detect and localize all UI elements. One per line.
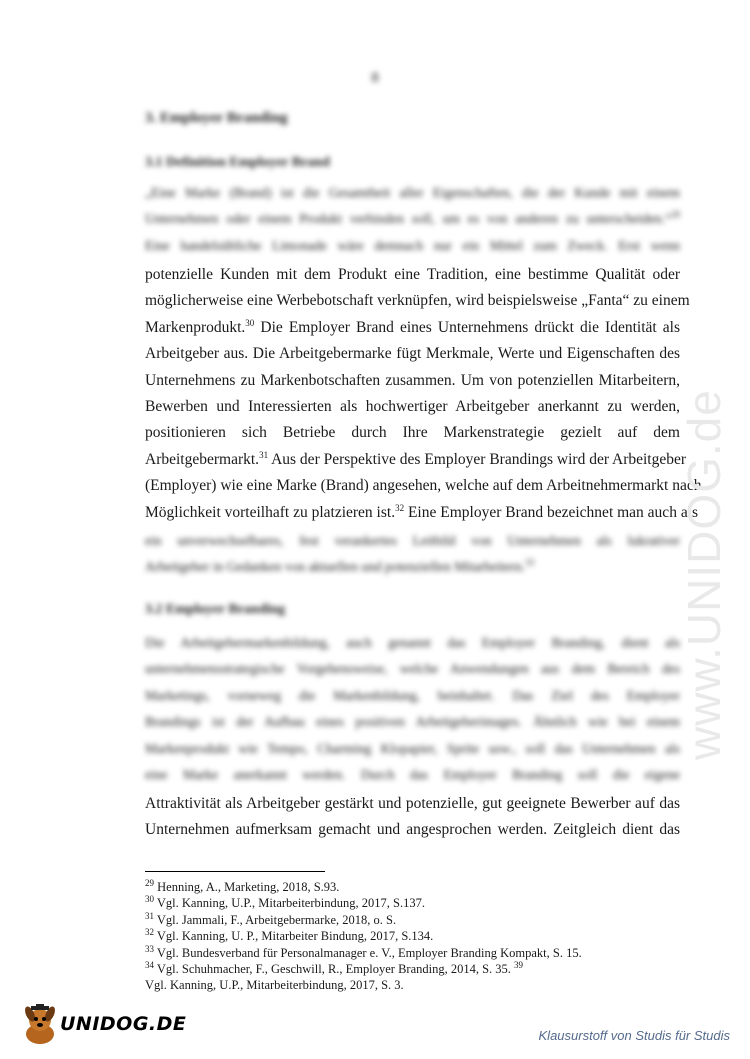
- footnote-separator: [145, 871, 325, 872]
- body-line: Bewerben und Interessierten als hochwertiger Arbeitgeber anerkannt zu werden,: [145, 397, 680, 415]
- body-line: Attraktivität als Arbeitgeber gestärkt und potenzielle, gut geeignete Bewerber auf das: [145, 795, 680, 812]
- blurred-line: Unternehmen oder einem Produkt verbinden soll, um es von anderen zu unterscheiden.“$^{29}$: [145, 209, 680, 227]
- body-line: (Employer) wie eine Marke (Brand) angesehen, welche auf dem Arbeitnehmermarkt nach: [145, 477, 702, 495]
- blurred-line: eine Marke anerkannt werden. Durch das Employer Branding soll die eigene: [145, 766, 680, 782]
- section-heading-3-2: 3.2 Employer Branding: [145, 602, 286, 617]
- body-paragraph-2: [145, 791, 680, 844]
- body-line: Unternehmens zu Markenbotschaften zusammen. Um von potenziellen Mitarbeitern,: [145, 371, 680, 389]
- section-heading-3-1: 3.1 Definition Employer Brand: [145, 155, 330, 170]
- page-number: 8: [371, 70, 379, 86]
- watermark: [660, 250, 750, 770]
- blurred-line: „Eine Marke (Brand) ist die Gesamtheit aller Eigenschaften, die der Kunde mit einem: [145, 185, 680, 200]
- blurred-line: Marketings, vorneweg die Markenbildung, beinhaltet. Das Ziel des Employer: [145, 687, 680, 703]
- footnote-ref: 31: [259, 449, 269, 460]
- body-paragraph: [145, 262, 702, 526]
- body-line: positionieren sich Betriebe durch Ihre Markenstrategie gezielt auf dem: [145, 424, 680, 442]
- blurred-line: Markenprodukt wie Tempo, Charming Klopapier, Sprite usw., soll das Unternehmen als: [145, 740, 680, 756]
- chapter-heading: 3. Employer Branding: [145, 110, 288, 126]
- blurred-paragraph-top: [145, 180, 680, 259]
- body-line: Arbeitgeber aus. Die Arbeitgebermarke fügt Merkmale, Werte und Eigenschaften des: [145, 345, 680, 363]
- body-line: Unternehmen aufmerksam gemacht und angesprochen werden. Zeitgleich dient das: [145, 821, 680, 839]
- blurred-line: Die Arbeitgebermarkenbildung, auch genannt das Employer Branding, dient als: [145, 635, 680, 650]
- footnote: $^{31}$ Vgl. Jammali, F., Arbeitgebermarke, 2018, o. S.: [145, 910, 397, 927]
- blurred-paragraph-bottom: [145, 630, 680, 788]
- body-line: potenzielle Kunden mit dem Produkt eine Tradition, eine bestimme Qualität oder: [145, 266, 680, 283]
- footnote: $^{30}$ Vgl. Kanning, U.P., Mitarbeiterbindung, 2017, S.137.: [145, 894, 425, 911]
- footnote-ref: 32: [395, 502, 405, 513]
- blurred-line: Eine handelsübliche Limonade wäre demnach nur ein Mittel zum Zweck. Erst wenn: [145, 237, 680, 253]
- logo-text: UNIDOG.DE: [60, 1013, 187, 1035]
- footnotes: [145, 879, 705, 994]
- body-line: Möglichkeit vorteilhaft zu platzieren ist.$^{32}$ Eine Employer Brand bezeichnet man auch als: [145, 502, 699, 521]
- footnote: $^{33}$ Vgl. Bundesverband für Personalmanager e. V., Employer Branding Kompakt, S. 15.: [145, 943, 582, 960]
- footnote: $^{32}$ Vgl. Kanning, U. P., Mitarbeiter Bindung, 2017, S.134.: [145, 927, 434, 944]
- dog-logo-icon: [18, 1004, 64, 1048]
- watermark-text: www.UNIDOG.de: [678, 389, 730, 760]
- footnote: $^{34}$ Vgl. Schuhmacher, F., Geschwill, R., Employer Branding, 2014, S. 35. $^{39}$: [145, 959, 524, 977]
- footnote: $^{29}$ Henning, A., Marketing, 2018, S.93.: [145, 877, 340, 894]
- blurred-paragraph-mid: [145, 528, 680, 581]
- footnote-ref: 30: [245, 317, 255, 328]
- blurred-line: ein unverwechselbares, fest verankertes Leitbild von Unternehmen als lukrativer: [145, 533, 680, 548]
- tagline: Klausurstoff von Studis für Studis: [538, 1028, 730, 1043]
- footnote: Vgl. Kanning, U.P., Mitarbeiterbindung, 2017, S. 3.: [145, 978, 404, 993]
- blurred-line: Arbeitgeber in Gedanken von aktuellen und potenziellen Mitarbeitern.$^{33}$: [145, 557, 535, 575]
- blurred-line: unternehmensstrategische Vorgehensweise, welche Anwendungen aus dem Bereich des: [145, 661, 680, 677]
- body-line: Arbeitgebermarkt.$^{31}$ Aus der Perspektive des Employer Brandings wird der Arbeitgeber: [145, 449, 687, 468]
- body-line: möglicherweise eine Werbebotschaft verknüpfen, wird beispielsweise „Fanta“ zu einem: [145, 292, 690, 310]
- body-line: Markenprodukt.$^{30}$ Die Employer Brand eines Unternehmens drückt die Identität als: [145, 317, 680, 336]
- blurred-line: Brandings ist der Aufbau eines positiven Arbeitgeberimages. Ähnlich wie bei einem: [145, 714, 680, 730]
